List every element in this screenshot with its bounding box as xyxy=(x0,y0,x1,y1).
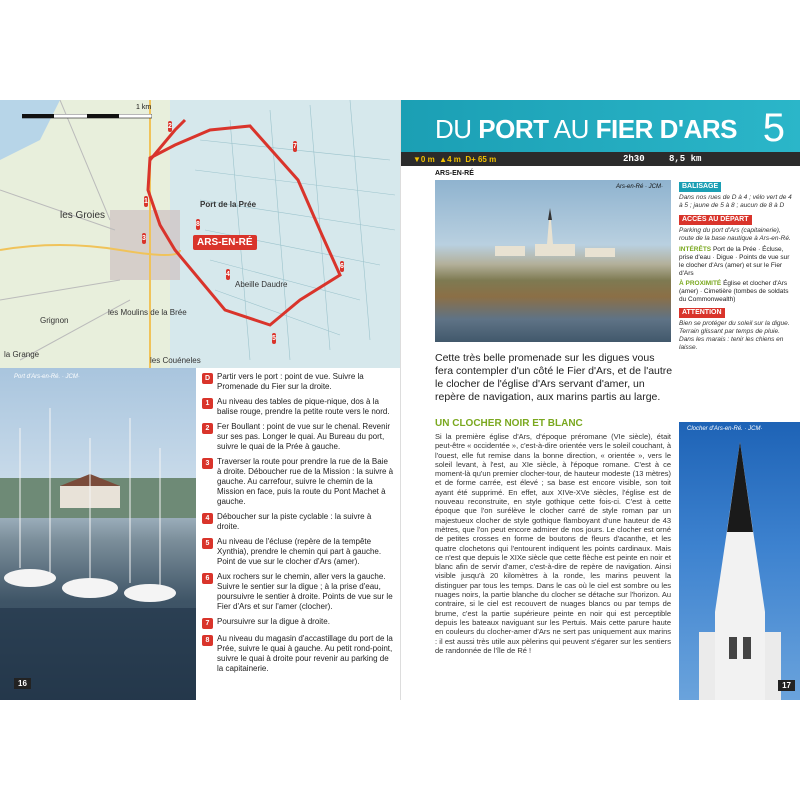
harbor-photo-caption: Port d'Ars-en-Ré. · JCM· xyxy=(14,374,80,380)
step-badge: D xyxy=(202,373,213,384)
proximite-text: Église et clocher d'Ars (amer) · Cimetière (tombes de soldats du Commonwealth) xyxy=(679,280,789,303)
title-part: AU xyxy=(548,114,596,144)
map-marker[interactable]: 6 xyxy=(340,263,344,270)
step-text: Poursuivre sur la digue à droite. xyxy=(217,617,330,626)
town-label: ARS-EN-RÉ xyxy=(435,170,474,177)
route-number: 5 xyxy=(762,106,785,150)
interets-text: Port de la Prée · Écluse, prise d'eau · Digue · Points de vue sur le clocher d'Ars (amer) et sur le Fier d'Ars xyxy=(679,246,790,277)
map-drawing xyxy=(0,100,400,368)
page-number-left: 16 xyxy=(14,678,31,689)
route-step xyxy=(202,617,394,629)
route-map[interactable] xyxy=(0,100,400,368)
step-text: Traverser la route pour prendre la rue de la Baie à droite. Déboucher rue de la Mission : la suivre à gauche. Au carrefour, suivre le chemin de la Mission en face, puis la route du Pont Machet à gauche. xyxy=(217,457,394,506)
book-spread xyxy=(0,100,800,700)
route-step xyxy=(202,512,394,532)
left-page xyxy=(0,100,400,700)
page-number-right: 17 xyxy=(778,680,795,691)
page-title xyxy=(435,114,737,145)
alt-min: ▼0 m xyxy=(413,154,435,164)
bell-tower-photo xyxy=(679,422,800,700)
climb: D+ 65 m xyxy=(465,154,497,164)
interets-label: INTÉRÊTS xyxy=(679,246,712,253)
interets-block xyxy=(679,246,793,278)
map-place-label: Abeille Daudre xyxy=(235,280,288,289)
map-place-label: les Couéneles xyxy=(150,356,201,365)
scale-bar xyxy=(22,114,152,122)
acces-text: Parking du port d'Ars (capitainerie), route de la base nautique à Ars-en-Ré. xyxy=(679,227,791,242)
map-marker[interactable]: 8 xyxy=(196,221,200,228)
scale-label: 1 km xyxy=(136,104,152,111)
step-badge: 5 xyxy=(202,538,213,549)
map-marker[interactable]: 2 xyxy=(168,123,172,130)
title-part: DU xyxy=(435,114,479,144)
route-step xyxy=(202,457,394,507)
step-text: Partir vers le port : point de vue. Suivre la Promenade du Fier sur la droite. xyxy=(217,372,364,391)
title-part: FIER D'ARS xyxy=(595,114,737,144)
map-place-label: Grignon xyxy=(40,316,69,325)
step-badge: 7 xyxy=(202,618,213,629)
section-title: UN CLOCHER NOIR ET BLANC xyxy=(435,418,583,429)
attention-text: Bien se protéger du soleil sur la digue. Terrain glissant par temps de pluie. Dans les marais : tenir les chiens en laisse. xyxy=(679,320,790,351)
step-badge: 4 xyxy=(202,513,213,524)
distance: 8,5 km xyxy=(669,154,702,164)
map-marker[interactable]: 4 xyxy=(226,271,230,278)
map-place-label: les Groies xyxy=(60,210,106,221)
step-badge: 2 xyxy=(202,423,213,434)
lead-paragraph: Cette très belle promenade sur les digues vous fera contempler d'un côté le Fier d'Ars, et de l'autre le clocher de l'église d'Ars servant d'amer, un repère de navigation, aux marins partis au large. xyxy=(435,352,673,403)
marsh-photo-caption: Ars-en-Ré · JCM· xyxy=(615,184,663,190)
bell-photo-caption: Clocher d'Ars-en-Ré. · JCM· xyxy=(687,426,763,432)
proximite-label: À PROXIMITÉ xyxy=(679,280,722,287)
duration: 2h30 xyxy=(623,154,645,164)
right-page xyxy=(400,100,800,700)
step-badge: 6 xyxy=(202,573,213,584)
info-sidebar xyxy=(679,180,793,355)
route-step xyxy=(202,634,394,674)
map-marker[interactable]: 5 xyxy=(272,335,276,342)
route-step xyxy=(202,572,394,612)
map-marker[interactable]: 1 xyxy=(144,198,148,205)
step-badge: 3 xyxy=(202,458,213,469)
route-steps xyxy=(202,368,394,679)
harbor-photo xyxy=(0,368,196,700)
step-text: Fer Boullant : point de vue sur le chenal. Revenir sur ses pas. Longer le quai. Au Bureau du port, suivre le quai de la Prée à gauche. xyxy=(217,422,390,451)
balisage-heading: BALISAGE xyxy=(679,182,721,192)
step-text: Aux rochers sur le chemin, aller vers la gauche. Suivre le sentier sur la digue ; à la prise d'eau, poursuivre le sentier à droite. Points de vue sur le Fier d'Ars et sur l'amer (clocher). xyxy=(217,572,393,611)
route-step xyxy=(202,422,394,452)
proximite-block xyxy=(679,280,793,304)
route-step xyxy=(202,537,394,567)
step-badge: 8 xyxy=(202,635,213,646)
map-place-label: la Grange xyxy=(4,350,40,359)
step-text: Au niveau des tables de pique-nique, dos à la balise rouge, prendre la petite route vers le nord. xyxy=(217,397,390,416)
route-step xyxy=(202,372,394,392)
route-step xyxy=(202,397,394,417)
stats-bar xyxy=(401,152,800,166)
body-text: Si la première église d'Ars, d'époque préromane (VIe siècle), était peut-être « occidentée », c'est-à-dire orientée vers le soleil couchant, à l'ouest, elle fut remise dans la bonne direction, « orientée », vers le soleil levant, à l'est, au XIe siècle, à l'époque romane. C'est à ce moment-là qu'un premier clocher-tour, de hauteur modeste (13 mètres) et de forme carrée, est élevé ; sa base est encore visible, son toit ayant été supprimé. En effet, aux XIVe-XVe siècles, l'église est de nouveau reconstruite, en style gothique cette fois-ci. C'est à cette époque que l'on surélève le clocher carré de style roman par un majestueux clocher de style gothique flamboyant d'une hauteur de 43 mètres, que l'on peut encore admirer de nos jours. Le clocher est orné de petites crosses en forme de boutons de fleurs d'acanthe, et les quatre clochetons qui l'entourent indiquent les points cardinaux. Mais ce n'est que depuis le XIXe siècle que cette flèche est peinte en noir et blanc afin de servir d'amer, c'est-à-dire de repère de navigation. Ainsi visible jusqu'à 20 kilomètres à la ronde, les marins peuvent la distinguer par tous les temps. Dans le cas où le ciel est sombre ou les nuages noirs, la partie blanche du clocher se détache sur l'horizon. Au contraire, si le ciel est recouvert de nuages blancs ou par temps de brume, c'est la partie supérieure peinte en noir qui est perceptible depuis les bateaux naviguant sur les Pertuis. Mais cette parure haute en couleurs du clocher-amer d'Ars ne sert pas uniquement aux marins : il est aussi très utile aux pèlerins qui peuvent s'égarer sur les sentiers de randonnée de l'île de Ré ! xyxy=(435,432,671,655)
title-band xyxy=(401,100,800,152)
step-text: Au niveau du magasin d'accastillage du port de la Prée, suivre le quai à gauche. Au petit rond-point, suivre le quai à droite pour revenir au parking de la capitainerie. xyxy=(217,634,393,673)
map-place-label: Port de la Prée xyxy=(200,200,257,209)
map-marker[interactable]: 7 xyxy=(293,143,297,150)
title-part: PORT xyxy=(478,114,549,144)
map-town-badge: ARS-EN-RÉ xyxy=(193,235,257,250)
acces-heading: ACCÈS AU DÉPART xyxy=(679,215,752,225)
map-marker[interactable]: 3 xyxy=(142,235,146,242)
marsh-photo xyxy=(435,180,671,342)
attention-heading: ATTENTION xyxy=(679,308,725,318)
alt-max: ▲4 m xyxy=(439,154,461,164)
balisage-text: Dans nos rues de D à 4 ; vélo vert de 4 à 5 ; jaune de 5 à 8 ; aucun de 8 à D xyxy=(679,194,792,209)
step-badge: 1 xyxy=(202,398,213,409)
map-place-label: les Moulins de la Brée xyxy=(108,308,187,317)
step-text: Au niveau de l'écluse (repère de la tempête Xynthia), prendre le chemin qui part à gauche. Point de vue sur le clocher d'Ars (amer). xyxy=(217,537,382,566)
step-text: Déboucher sur la piste cyclable : la suivre à droite. xyxy=(217,512,372,531)
